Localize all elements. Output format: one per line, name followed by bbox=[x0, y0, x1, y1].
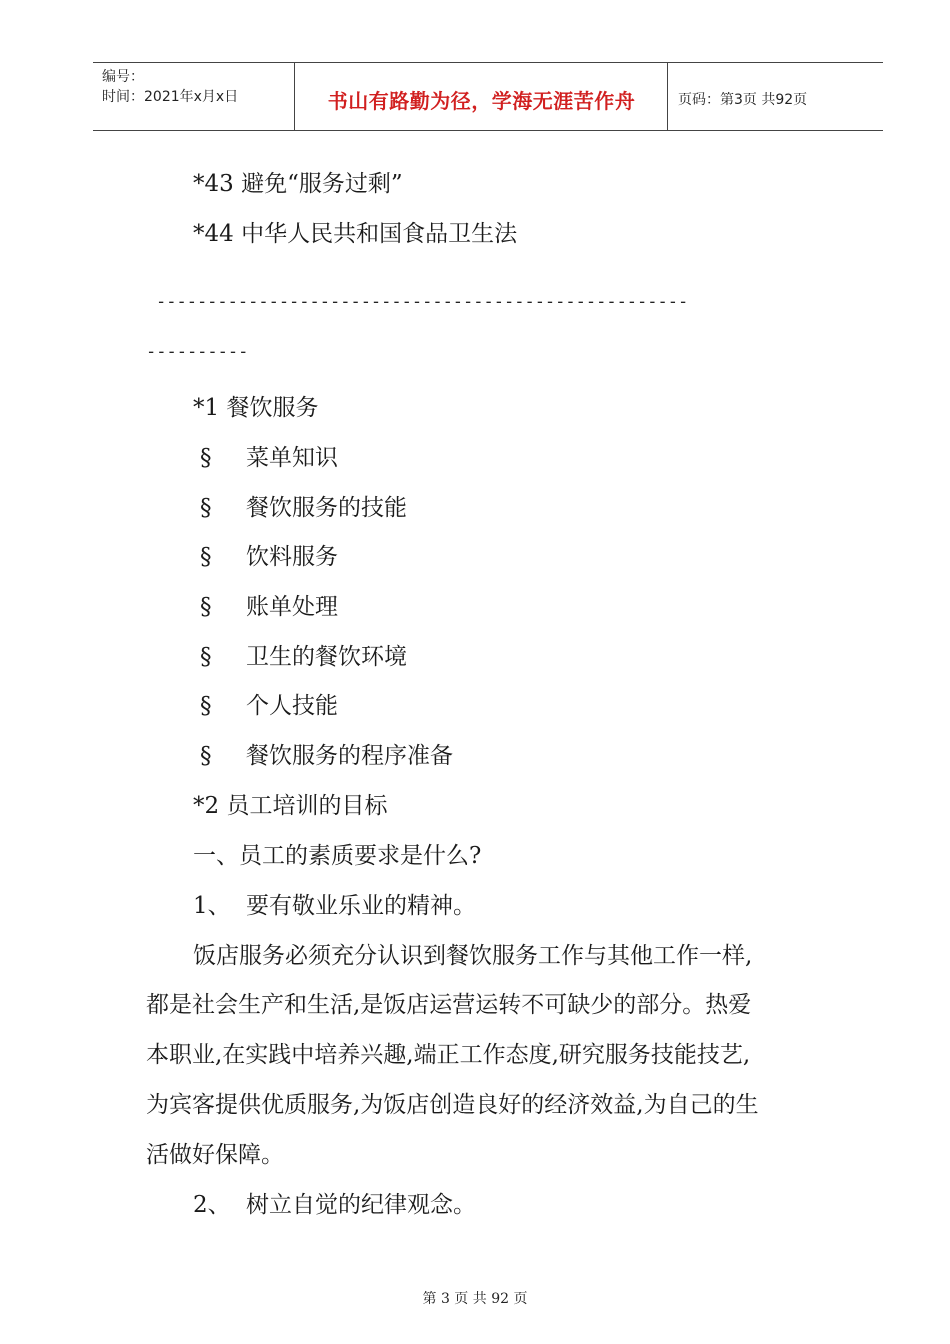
header-page-cell bbox=[668, 63, 883, 130]
document-time-label: 时间：2021年x月x日 bbox=[102, 89, 239, 105]
header-motto-cell bbox=[295, 63, 668, 130]
section-marker-icon: § bbox=[200, 594, 212, 620]
list-item: 菜单知识 bbox=[246, 445, 338, 471]
list-item: *44 中华人民共和国食品卫生法 bbox=[193, 221, 518, 247]
point-text: 要有敬业乐业的精神。 bbox=[246, 893, 476, 919]
header-page-info: 页码：第3页 共92页 bbox=[678, 92, 808, 108]
paragraph-line: 活做好保障。 bbox=[146, 1142, 284, 1168]
paragraph-line: 为宾客提供优质服务,为饭店创造良好的经济效益,为自己的生 bbox=[146, 1092, 759, 1118]
document-id-label: 编号： bbox=[102, 69, 144, 85]
header-meta-cell bbox=[93, 63, 295, 130]
section-title: *2 员工培训的目标 bbox=[193, 793, 388, 819]
section-marker-icon: § bbox=[200, 644, 212, 670]
list-item: 餐饮服务的程序准备 bbox=[246, 743, 453, 769]
section-marker-icon: § bbox=[200, 544, 212, 570]
separator-line: ---------- bbox=[146, 342, 249, 362]
paragraph-line: 都是社会生产和生活,是饭店运营运转不可缺少的部分。热爱 bbox=[146, 992, 752, 1018]
point-number: 1、 bbox=[193, 893, 231, 919]
section-marker-icon: § bbox=[200, 495, 212, 521]
section-marker-icon: § bbox=[200, 445, 212, 471]
list-item: 个人技能 bbox=[246, 693, 338, 719]
separator-line: ---------------------------------------------------- bbox=[156, 292, 689, 312]
list-item: 餐饮服务的技能 bbox=[246, 495, 407, 521]
list-item: 账单处理 bbox=[246, 594, 338, 620]
paragraph-line: 本职业,在实践中培养兴趣,端正工作态度,研究服务技能技艺, bbox=[146, 1042, 751, 1068]
list-item: 卫生的餐饮环境 bbox=[246, 644, 407, 670]
section-question: 一、员工的素质要求是什么? bbox=[193, 843, 482, 869]
section-marker-icon: § bbox=[200, 693, 212, 719]
paragraph-line: 饭店服务必须充分认识到餐饮服务工作与其他工作一样, bbox=[193, 943, 753, 969]
section-marker-icon: § bbox=[200, 743, 212, 769]
list-item: 饮料服务 bbox=[246, 544, 338, 570]
page-footer: 第 3 页 共 92 页 bbox=[422, 1291, 528, 1307]
point-number: 2、 bbox=[193, 1192, 231, 1218]
document-header bbox=[93, 62, 883, 131]
section-title: *1 餐饮服务 bbox=[193, 395, 319, 421]
list-item: *43 避免“服务过剩” bbox=[193, 171, 403, 197]
header-motto: 书山有路勤为径，学海无涯苦作舟 bbox=[327, 89, 636, 113]
point-text: 树立自觉的纪律观念。 bbox=[246, 1192, 476, 1218]
